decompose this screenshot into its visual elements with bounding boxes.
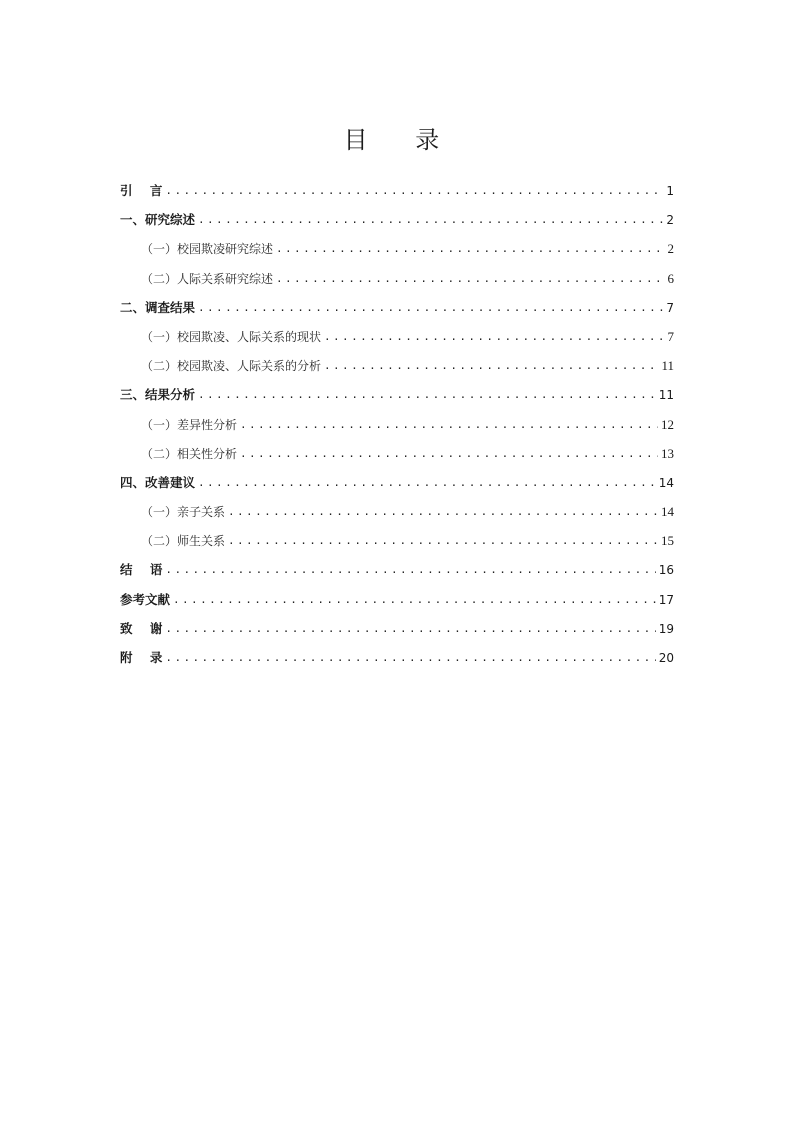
toc-dot-leader: [228, 497, 658, 526]
toc-dot-leader: [173, 585, 656, 614]
toc-page-number: 20: [658, 651, 674, 665]
toc-page-number: 14: [658, 475, 674, 490]
toc-dot-leader: [165, 614, 655, 643]
toc-dot-leader: [198, 293, 663, 322]
toc-dot-leader: [324, 351, 658, 380]
toc-page-number: 2: [667, 241, 674, 257]
toc-entry-label: 二、调查结果: [120, 299, 196, 315]
toc-page-number: 11: [661, 358, 674, 374]
toc-page-number: 6: [667, 270, 674, 286]
toc-entry-teacher-student[interactable]: [120, 526, 674, 555]
toc-dot-leader: [276, 234, 663, 263]
toc-page-number: 11: [658, 388, 674, 403]
toc-entry-label: 引 言: [120, 183, 163, 198]
toc-entry-label: 参考文献: [120, 591, 171, 607]
toc-entry-label: （一）校园欺凌、人际关系的现状: [141, 329, 322, 344]
toc-dot-leader: [198, 205, 663, 234]
toc-entry-survey-results[interactable]: [120, 293, 674, 322]
toc-entry-references[interactable]: [120, 585, 674, 614]
toc-entry-intro[interactable]: [120, 176, 674, 205]
toc-page-number: 15: [661, 533, 674, 549]
toc-dot-leader: [165, 176, 663, 205]
toc-entry-label: （二）师生关系: [141, 534, 226, 549]
toc-entry-suggestions[interactable]: [120, 468, 674, 497]
toc-page-number: 16: [658, 563, 674, 578]
toc-entry-analysis[interactable]: [120, 351, 674, 380]
toc-entry-label: （一）校园欺凌研究综述: [141, 242, 274, 257]
toc-entry-label: （二）相关性分析: [141, 446, 238, 461]
toc-page-number: 14: [661, 504, 674, 520]
toc-dot-leader: [198, 380, 656, 409]
toc-page-number: 12: [661, 416, 674, 432]
toc-entry-label: 致 谢: [120, 620, 163, 636]
toc-entry-current-status[interactable]: [120, 322, 674, 351]
toc-dot-leader: [165, 555, 655, 584]
toc-dot-leader: [198, 468, 656, 497]
toc-dot-leader: [276, 264, 663, 293]
toc-page-number: 19: [658, 621, 674, 636]
toc-dot-leader: [228, 526, 658, 555]
toc-entry-label: （二）校园欺凌、人际关系的分析: [141, 359, 322, 374]
toc-entry-appendix[interactable]: [120, 643, 674, 672]
toc-page-number: 7: [666, 300, 674, 315]
toc-dot-leader: [240, 439, 658, 468]
toc-entry-label: 一、研究综述: [120, 212, 196, 228]
toc-entry-literature-review[interactable]: [120, 205, 674, 234]
toc-entry-relationship-review[interactable]: [120, 264, 674, 293]
toc-page-number: 2: [666, 213, 674, 228]
toc-entry-correlation-analysis[interactable]: [120, 439, 674, 468]
toc-title: 目 录: [343, 126, 460, 154]
toc-entry-parent-child[interactable]: [120, 497, 674, 526]
toc-page-number: 17: [658, 592, 674, 607]
toc-entry-acknowledgements[interactable]: [120, 614, 674, 643]
toc-dot-leader: [240, 410, 658, 439]
toc-entry-label: （二）人际关系研究综述: [141, 271, 274, 286]
toc-entry-label: 结 语: [120, 562, 163, 578]
toc-entry-label: 四、改善建议: [120, 474, 196, 490]
toc-page-number: 13: [661, 445, 674, 461]
toc-entry-label: （一）亲子关系: [141, 505, 226, 520]
toc-entry-label: 三、结果分析: [120, 387, 196, 403]
toc-page-number: 7: [667, 328, 674, 344]
toc-page-number: 1: [666, 184, 674, 198]
toc-dot-leader: [324, 322, 663, 351]
toc-entry-result-analysis[interactable]: [120, 380, 674, 409]
toc-list: [120, 176, 674, 672]
toc-entry-conclusion[interactable]: [120, 555, 674, 584]
toc-entry-label: 附 录: [120, 650, 163, 665]
toc-entry-bullying-review[interactable]: [120, 234, 674, 263]
toc-entry-difference-analysis[interactable]: [120, 410, 674, 439]
toc-dot-leader: [165, 643, 655, 672]
toc-entry-label: （一）差异性分析: [141, 417, 238, 432]
